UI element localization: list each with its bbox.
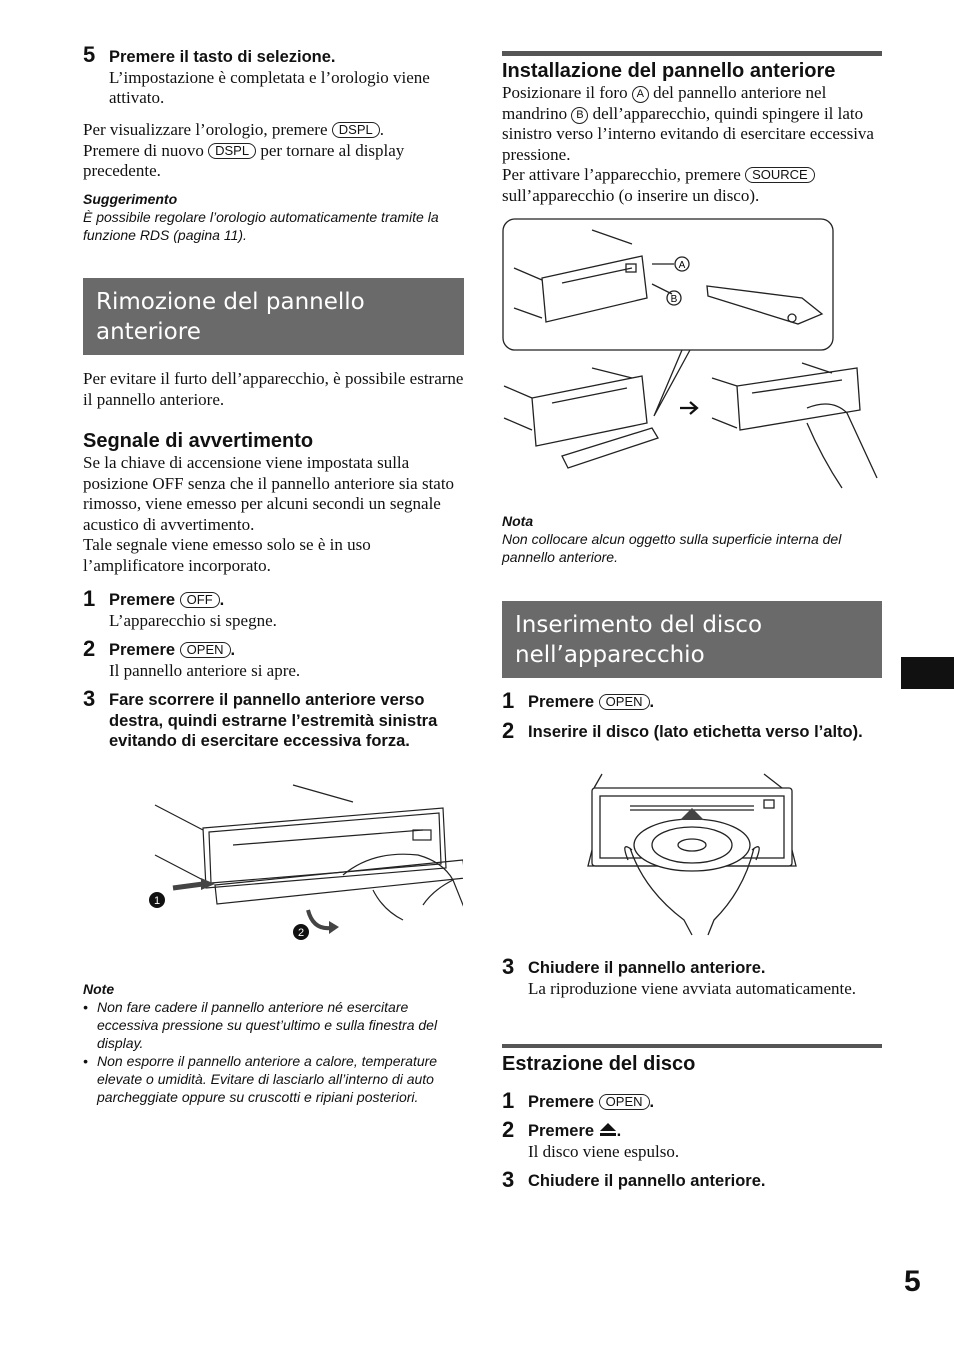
step-title: Premere il tasto di selezione. bbox=[109, 48, 336, 66]
step-body: Il pannello anteriore si apre. bbox=[109, 660, 301, 680]
step-number: 2 bbox=[502, 1117, 515, 1142]
eject-step-2: Premere . Il disco viene espulso. bbox=[528, 1121, 882, 1162]
step-body: Il disco viene espulso. bbox=[528, 1141, 680, 1161]
text: Posizionare il foro bbox=[502, 83, 628, 102]
dspl-key: DSPL bbox=[332, 122, 380, 138]
step-title: Premere bbox=[109, 591, 176, 609]
step-3 bbox=[109, 690, 439, 752]
text: Premere di nuovo bbox=[83, 140, 204, 160]
figure-label: A bbox=[678, 260, 686, 271]
step-title: Premere bbox=[528, 1093, 595, 1111]
source-key: SOURCE bbox=[745, 167, 815, 183]
text: Per visualizzare l’orologio, premere bbox=[83, 120, 328, 139]
open-key: OPEN bbox=[180, 642, 231, 658]
figure-label: 2 bbox=[297, 927, 305, 939]
step-body: L’impostazione è completata e l’orologio viene attivato. bbox=[109, 67, 430, 107]
step-title: Premere bbox=[528, 1122, 595, 1140]
step-title: Premere bbox=[109, 641, 176, 659]
step-number: 3 bbox=[502, 954, 515, 979]
notes-heading: Note bbox=[83, 981, 115, 997]
insert-disc-illustration bbox=[584, 770, 804, 940]
insert-step-3 bbox=[528, 958, 882, 999]
install-section bbox=[502, 59, 882, 206]
install-heading: Installazione del pannello anteriore bbox=[502, 60, 836, 82]
warning-text-2: Tale segnale viene emesso solo se è in uso l’amplificatore incorporato. bbox=[83, 535, 371, 575]
tip-box bbox=[83, 190, 465, 244]
off-key: OFF bbox=[180, 592, 220, 608]
section-banner: Inserimento del disco nell’apparecchio bbox=[502, 601, 882, 678]
eject-icon bbox=[599, 1123, 617, 1137]
step-title: Premere bbox=[528, 693, 595, 711]
step-5 bbox=[109, 47, 465, 109]
clock-paragraph bbox=[83, 120, 465, 182]
notes-box bbox=[83, 980, 465, 1106]
eject-step-1: Premere OPEN . bbox=[528, 1093, 655, 1111]
section-tab-marker bbox=[901, 657, 954, 689]
step-body: La riproduzione viene avviata automaticamente. bbox=[528, 978, 857, 998]
step-number: 5 bbox=[83, 42, 96, 67]
step-2: Premere OPEN . Il pannello anteriore si apre. bbox=[109, 640, 465, 681]
step-title: Chiudere il pannello anteriore. bbox=[528, 1172, 766, 1190]
section-banner: Rimozione del pannello anteriore bbox=[83, 278, 464, 355]
step-number: 2 bbox=[502, 718, 515, 743]
note-item: • Non esporre il pannello anteriore a calore, temperature elevate o umidità. Evitare di lasciarlo all’interno di auto parcheggiate oppure su cruscotti e ripiani posteriori. bbox=[83, 1052, 465, 1106]
text: Per attivare l’apparecchio, premere bbox=[502, 165, 741, 184]
warning-text: Se la chiave di accensione viene impostata sulla posizione OFF senza che il pannello anteriore sia stato rimosso, viene emesso per alcuni secondi un segnale acustico di avvertimento. bbox=[83, 453, 455, 534]
label-a: A bbox=[632, 86, 649, 103]
tip-heading: Suggerimento bbox=[83, 191, 178, 207]
eject-heading: Estrazione del disco bbox=[502, 1053, 696, 1075]
step-number: 1 bbox=[83, 586, 96, 611]
text: per tornare al display precedente. bbox=[83, 140, 405, 180]
open-key: OPEN bbox=[599, 1094, 650, 1110]
install-text bbox=[502, 83, 882, 206]
insert-step-1: Premere OPEN . bbox=[528, 693, 655, 711]
section-rule bbox=[502, 51, 882, 56]
figure-label: B bbox=[670, 294, 678, 305]
nota-box bbox=[502, 512, 882, 566]
warning-heading: Segnale di avvertimento bbox=[83, 430, 314, 452]
tip-text: È possibile regolare l’orologio automaticamente tramite la funzione RDS (pagina 11). bbox=[83, 209, 439, 243]
warning-section bbox=[83, 429, 465, 576]
figure-label: 1 bbox=[153, 895, 161, 907]
text: del pannello anteriore nel mandrino bbox=[502, 83, 827, 123]
install-panel-illustration bbox=[502, 218, 882, 503]
step-title: Chiudere il pannello anteriore. bbox=[528, 959, 766, 977]
text: sull’apparecchio (o inserire un disco). bbox=[502, 185, 760, 205]
section-rule bbox=[502, 1044, 882, 1048]
step-1: Premere OFF . L’apparecchio si spegne. bbox=[109, 590, 465, 631]
open-key: OPEN bbox=[599, 694, 650, 710]
step-number: 3 bbox=[502, 1167, 515, 1192]
text: . bbox=[379, 120, 384, 139]
dspl-key: DSPL bbox=[208, 143, 256, 159]
step-number: 3 bbox=[83, 686, 96, 711]
label-b: B bbox=[571, 107, 588, 124]
step-title: Fare scorrere il pannello anteriore verso destra, quindi estrarne l’estremità sinistra evitando di esercitare eccessiva forza. bbox=[109, 691, 438, 750]
step-number: 2 bbox=[83, 636, 96, 661]
step-body: L’apparecchio si spegne. bbox=[109, 610, 277, 630]
step-number: 1 bbox=[502, 688, 515, 713]
nota-text: Non collocare alcun oggetto sulla superficie interna del pannello anteriore. bbox=[502, 531, 842, 565]
step-title: Inserire il disco (lato etichetta verso l’alto). bbox=[528, 723, 863, 741]
step-number: 1 bbox=[502, 1088, 515, 1113]
page-number: 5 bbox=[904, 1265, 921, 1298]
text: dell’apparecchio, quindi spingere il lato sinistro verso l’interno evitando di esercitare eccessiva pressione. bbox=[502, 103, 874, 164]
remove-panel-illustration bbox=[143, 780, 463, 965]
note-item: • Non fare cadere il pannello anteriore né esercitare eccessiva pressione su quest’ultimo e sulla finestra del display. bbox=[83, 998, 465, 1052]
nota-heading: Nota bbox=[502, 513, 534, 529]
intro-paragraph: Per evitare il furto dell’apparecchio, è possibile estrarne il pannello anteriore. bbox=[83, 369, 464, 409]
